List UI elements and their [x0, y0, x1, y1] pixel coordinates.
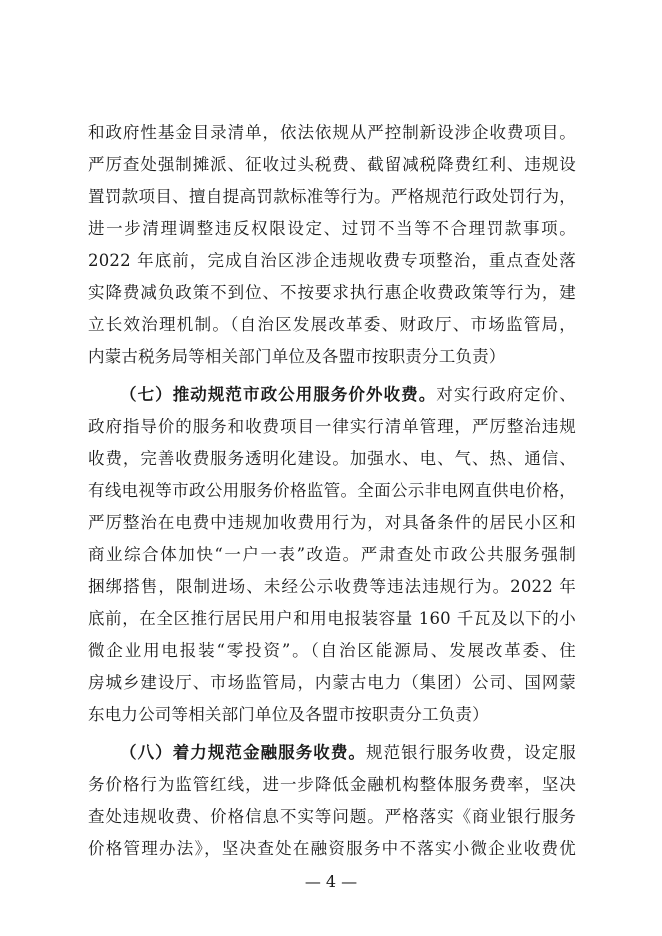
paragraph-line: 微企业用电报装“零投资”。（自治区能源局、发展改革委、住 [88, 641, 576, 660]
paragraph-line: 置罚款项目、擅自提高罚款标准等行为。严格规范行政处罚行为， [88, 187, 576, 206]
paragraph-line: 底前，在全区推行居民用户和用电报装容量 160 千瓦及以下的小 [88, 609, 576, 628]
section-8-heading: （八）着力规范金融服务收费。 [120, 743, 366, 762]
paragraph-line: 房城乡建设厅、市场监管局，内蒙古电力（集团）公司、国网蒙 [88, 673, 576, 692]
paragraph-line: 严厉整治在电费中违规加收费用行为，对具备条件的居民小区和 [88, 513, 576, 532]
section-8-first-rest: 规范银行服务收费，设定服 [366, 743, 576, 762]
paragraph-line: 2022 年底前，完成自治区涉企违规收费专项整治，重点查处落 [88, 251, 576, 270]
paragraph-line: 内蒙古税务局等相关部门单位及各盟市按职责分工负责） [88, 347, 506, 366]
paragraph-line: 收费，完善收费服务透明化建设。加强水、电、气、热、通信、 [88, 449, 576, 468]
paragraph-line: 价格管理办法》，坚决查处在融资服务中不落实小微企业收费优 [88, 839, 576, 858]
paragraph-line: 实降费减负政策不到位、不按要求执行惠企收费政策等行为，建 [88, 283, 576, 302]
paragraph-line: 政府指导价的服务和收费项目一律实行清单管理，严厉整治违规 [88, 417, 576, 436]
paragraph-line: 东电力公司等相关部门单位及各盟市按职责分工负责） [88, 705, 489, 724]
paragraph-line: 捆绑搭售，限制进场、未经公示收费等违法违规行为。2022 年 [88, 577, 576, 596]
section-7-first-rest: 对实行政府定价、 [436, 385, 576, 404]
section-7-heading: （七）推动规范市政公用服务价外收费。 [120, 385, 437, 404]
paragraph-line: 务价格行为监管红线，进一步降低金融机构整体服务费率，坚决 [88, 775, 576, 794]
section-7-first-line [120, 380, 576, 410]
paragraph-line: 立长效治理机制。（自治区发展改革委、财政厅、市场监管局， [88, 315, 576, 334]
paragraph-line: 严厉查处强制摊派、征收过头税费、截留减税降费红利、违规设 [88, 155, 576, 174]
paragraph-line: 和政府性基金目录清单，依法依规从严控制新设涉企收费项目。 [88, 123, 576, 142]
section-8-first-line [120, 738, 576, 768]
paragraph-line: 查处违规收费、价格信息不实等问题。严格落实《商业银行服务 [88, 807, 576, 826]
paragraph-line: 进一步清理调整违反权限设定、过罚不当等不合理罚款事项。 [88, 219, 576, 238]
paragraph-line: 商业综合体加快“一户一表”改造。严肃查处市政公共服务强制 [88, 545, 576, 564]
paragraph-line: 有线电视等市政公用服务价格监管。全面公示非电网直供电价格， [88, 481, 576, 500]
page-number: — 4 — [304, 872, 358, 891]
